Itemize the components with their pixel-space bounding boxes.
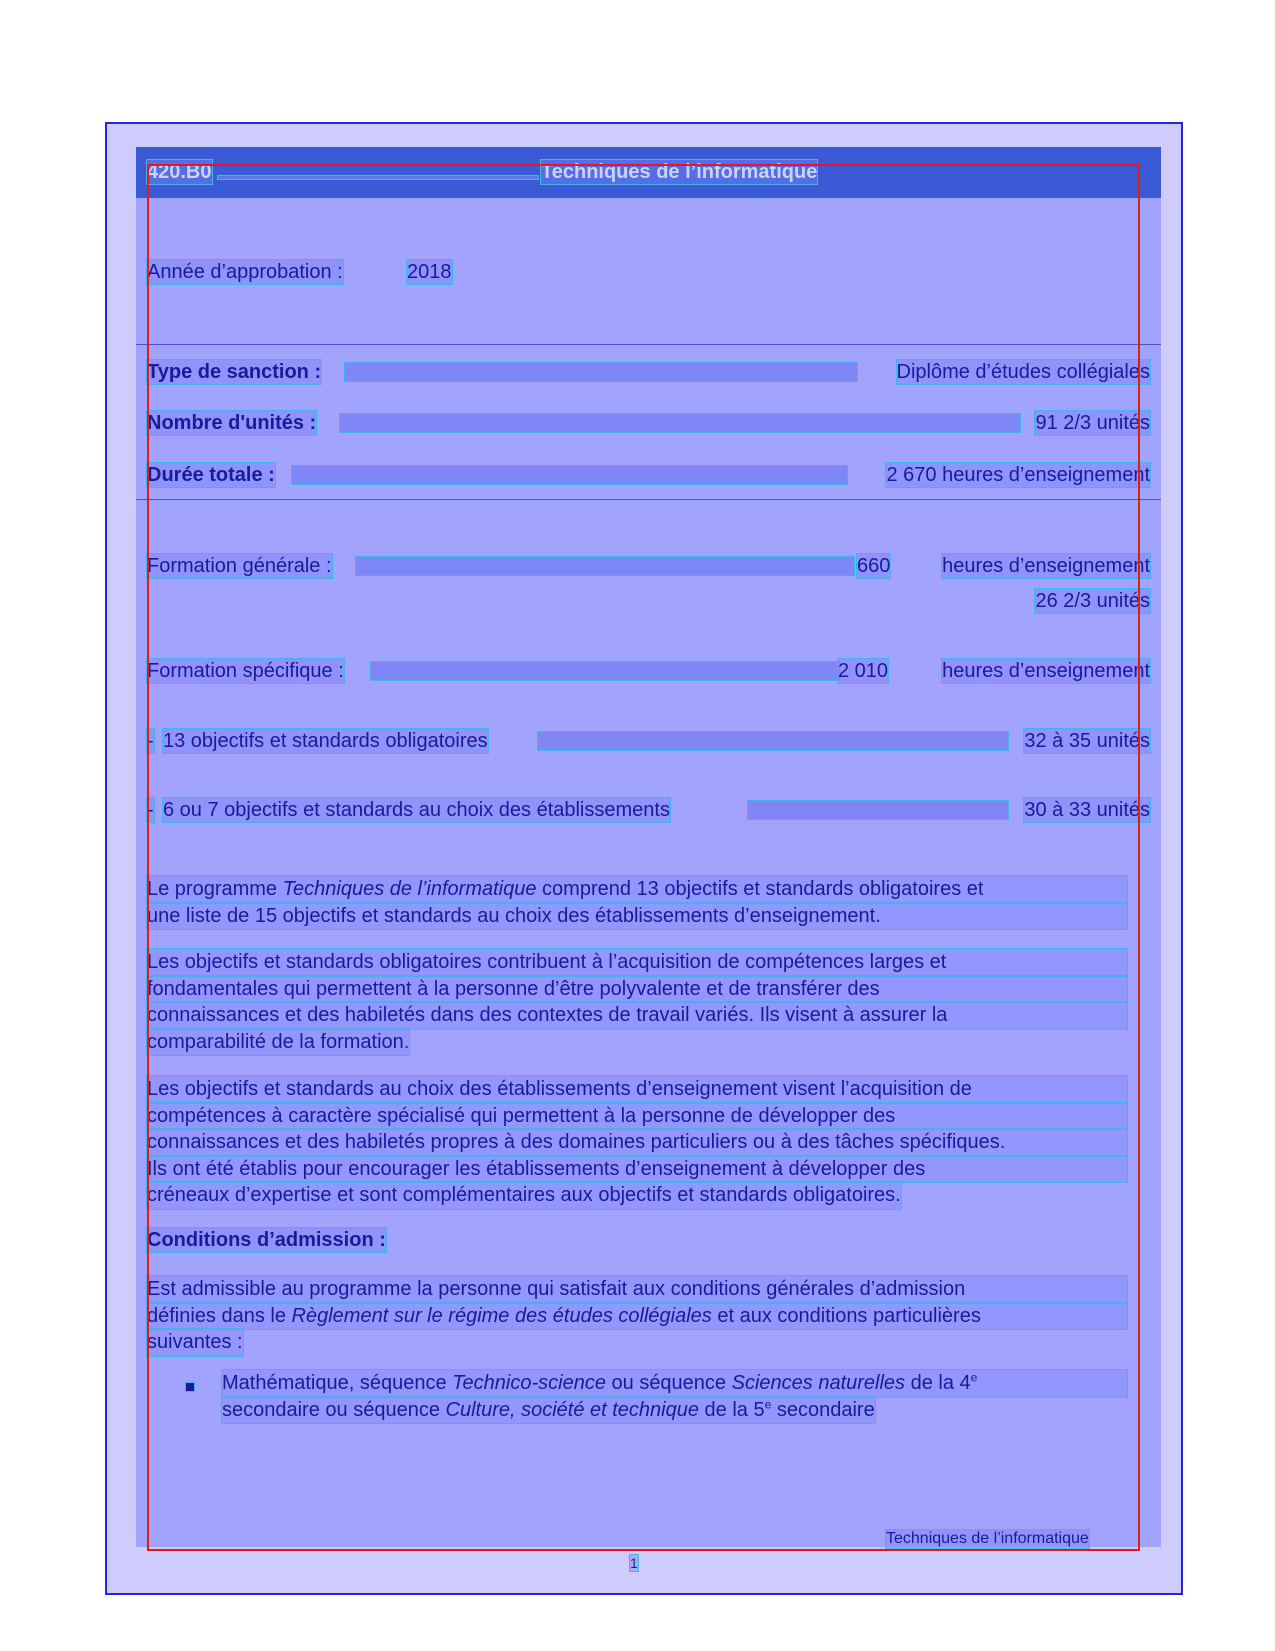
general-leader	[356, 557, 854, 575]
bullet-text-f: secondaire ou séquence	[222, 1398, 446, 1421]
admission-bullet	[222, 1370, 1127, 1423]
summary-top-rule	[136, 344, 1161, 345]
admission-heading: Conditions d’admission :	[147, 1229, 386, 1251]
duration-value: 2 670 heures d’enseignement	[886, 464, 1150, 486]
approval-label: Année d’approbation :	[147, 261, 343, 283]
paragraph-mandatory	[147, 949, 1127, 1055]
admission-text-c: et aux conditions particulières	[711, 1304, 981, 1327]
duration-leader	[292, 466, 847, 484]
bullet-text-a: Mathématique, séquence	[222, 1372, 453, 1394]
admission-text-a: définies dans le	[147, 1304, 292, 1327]
paragraph-choice-line-2: compétences à caractère spécialisé qui permettent à la personne de développer des	[147, 1103, 1127, 1130]
program-title: Techniques de l’informatique	[541, 161, 818, 183]
intro-text-c: comprend 13 objectifs et standards obligatoires et	[536, 878, 984, 900]
mandatory-objectives-marker: -	[147, 730, 154, 752]
intro-program-name: Techniques de l’informatique	[282, 878, 537, 900]
bullet-sequence-technico: Technico-science	[452, 1372, 606, 1394]
bullet-sequence-culture: Culture, société et technique	[445, 1398, 699, 1421]
summary-bottom-rule	[136, 499, 1161, 500]
mandatory-objectives-label: 13 objectifs et standards obligatoires	[163, 730, 488, 752]
paragraph-choice-line-5: créneaux d’expertise et sont complémentaires aux objectifs et standards obligatoires.	[147, 1182, 901, 1209]
bullet-text-h: de la 5	[699, 1398, 765, 1421]
bullet-text-c: ou séquence	[605, 1372, 732, 1394]
paragraph-mandatory-line-4: comparabilité de la formation.	[147, 1029, 409, 1056]
general-hours: 660	[857, 555, 891, 577]
sanction-leader	[345, 363, 857, 381]
paragraph-admission	[147, 1276, 1127, 1356]
general-label: Formation générale :	[147, 555, 332, 577]
choice-objectives-label: 6 ou 7 objectifs et standards au choix des établissements	[163, 799, 670, 821]
specific-hours: 2 010	[838, 660, 889, 682]
units-value: 91 2/3 unités	[1035, 412, 1150, 434]
bullet-sup-1: e	[970, 1370, 978, 1385]
paragraph-choice-line-4: Ils ont été établis pour encourager les établissements d’enseignement à développer des	[147, 1156, 1127, 1183]
general-hours-unit: heures d’enseignement	[942, 555, 1150, 577]
units-label: Nombre d'unités :	[147, 412, 317, 434]
header-leader	[218, 176, 538, 179]
bullet-sequence-sciences: Sciences naturelles	[731, 1372, 906, 1394]
paragraph-intro	[147, 876, 1127, 929]
paragraph-choice-line-3: connaissances et des habiletés propres à des domaines particuliers ou à des tâches spécifiques.	[147, 1129, 1127, 1156]
page-number: 1	[630, 1555, 638, 1571]
sanction-value: Diplôme d’études collégiales	[896, 361, 1150, 383]
admission-bullet-line-2	[222, 1397, 875, 1424]
bullet-text-i: secondaire	[771, 1398, 875, 1421]
choice-leader	[748, 801, 1008, 819]
specific-leader	[371, 662, 839, 680]
sanction-label: Type de sanction :	[147, 361, 322, 383]
paragraph-admission-line-3: suivantes :	[147, 1329, 243, 1356]
duration-label: Durée totale :	[147, 464, 275, 486]
bullet-icon	[186, 1383, 194, 1391]
admission-bullet-line-1	[222, 1370, 1127, 1397]
mandatory-leader	[538, 732, 1008, 750]
paragraph-mandatory-line-2: fondamentales qui permettent à la personne d’être polyvalente et de transférer des	[147, 976, 1127, 1003]
footer-title: Techniques de l’informatique	[886, 1530, 1089, 1547]
paragraph-mandatory-line-1: Les objectifs et standards obligatoires contribuent à l’acquisition de compétences larges et	[147, 949, 1127, 976]
specific-hours-unit: heures d’enseignement	[942, 660, 1150, 682]
paragraph-choice-line-1: Les objectifs et standards au choix des établissements d’enseignement visent l’acquisition de	[147, 1076, 1127, 1103]
paragraph-mandatory-line-3: connaissances et des habiletés dans des contextes de travail variés. Ils visent à assurer la	[147, 1002, 1127, 1029]
mandatory-objectives-units: 32 à 35 unités	[1024, 730, 1150, 752]
bullet-sup-2: e	[764, 1396, 772, 1411]
paragraph-choice	[147, 1076, 1127, 1209]
paragraph-intro-line-2: une liste de 15 objectifs et standards au choix des établissements d’enseignement.	[147, 903, 1127, 930]
admission-regulation-name: Règlement sur le régime des études collégiales	[291, 1304, 712, 1327]
bullet-text-e: de la 4	[905, 1372, 971, 1394]
choice-objectives-units: 30 à 33 unités	[1024, 799, 1150, 821]
specific-label: Formation spécifique :	[147, 660, 344, 682]
intro-text-a: Le programme	[147, 878, 283, 900]
choice-objectives-marker: -	[147, 799, 154, 821]
general-units: 26 2/3 unités	[1035, 590, 1150, 612]
units-leader	[340, 414, 1020, 432]
paragraph-admission-line-1: Est admissible au programme la personne qui satisfait aux conditions générales d’admission	[147, 1276, 1127, 1303]
program-code: 420.B0	[147, 161, 212, 183]
approval-year: 2018	[407, 261, 452, 283]
paragraph-admission-line-2	[147, 1303, 1127, 1330]
paragraph-intro-line-1	[147, 876, 1127, 903]
